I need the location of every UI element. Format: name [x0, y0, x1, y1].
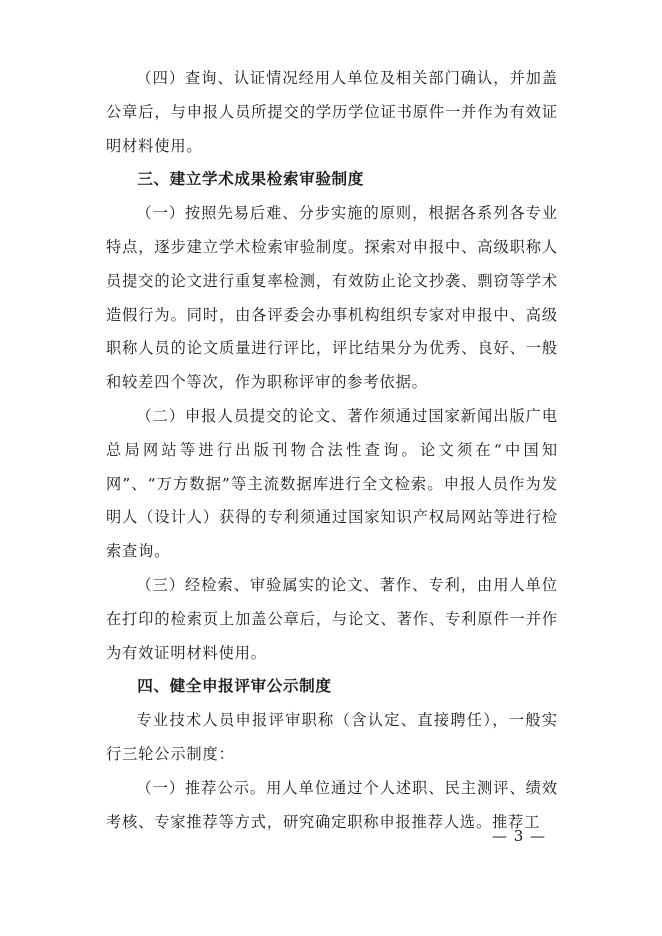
paragraph-three-round-notice: 专业技术人员申报评审职称（含认定、直接聘任），一般实行三轮公示制度： [106, 711, 558, 763]
section-heading-academic-review: 三、建立学术成果检索审验制度 [137, 170, 364, 189]
paragraph-recommendation-notice: （一）推荐公示。用人单位通过个人述职、民主测评、绩效考核、专家推荐等方式，研究确定职称申报推荐人选。推荐工 [106, 778, 558, 831]
paragraph-publication-check: （二）申报人员提交的论文、著作须通过国家新闻出版广电总局网站等进行出版刊物合法性查询。论文须在“中国知网”、“万方数据”等主流数据库进行全文检索。申报人员作为发明人（设计人）获得的专利须通过国家知识产权局网站等进行检索查询。 [106, 406, 558, 561]
section-heading-public-notice: 四、健全申报评审公示制度 [137, 677, 332, 696]
page-number: — 3 — [491, 827, 547, 845]
document-body [106, 62, 558, 839]
paragraph-certification-confirmation: （四）查询、认证情况经用人单位及相关部门确认，并加盖公章后，与申报人员所提交的学历学位证书原件一并作为有效证明材料使用。 [106, 69, 558, 155]
paragraph-verified-materials: （三）经检索、审验属实的论文、著作、专利，由用人单位在打印的检索页上加盖公章后，与论文、著作、专利原件一并作为有效证明材料使用。 [106, 575, 558, 662]
paragraph-academic-review-system: （一）按照先易后难、分步实施的原则，根据各系列各专业特点，逐步建立学术检索审验制度。探索对申报中、高级职称人员提交的论文进行重复率检测，有效防止论文抄袭、剽窃等学术造假行为。同时，由各评委会办事机构组织专家对申报中、高级职称人员的论文质量进行评比，评比结果分为优秀、良好、一般和较差四个等次，作为职称评审的参考依据。 [106, 204, 558, 392]
